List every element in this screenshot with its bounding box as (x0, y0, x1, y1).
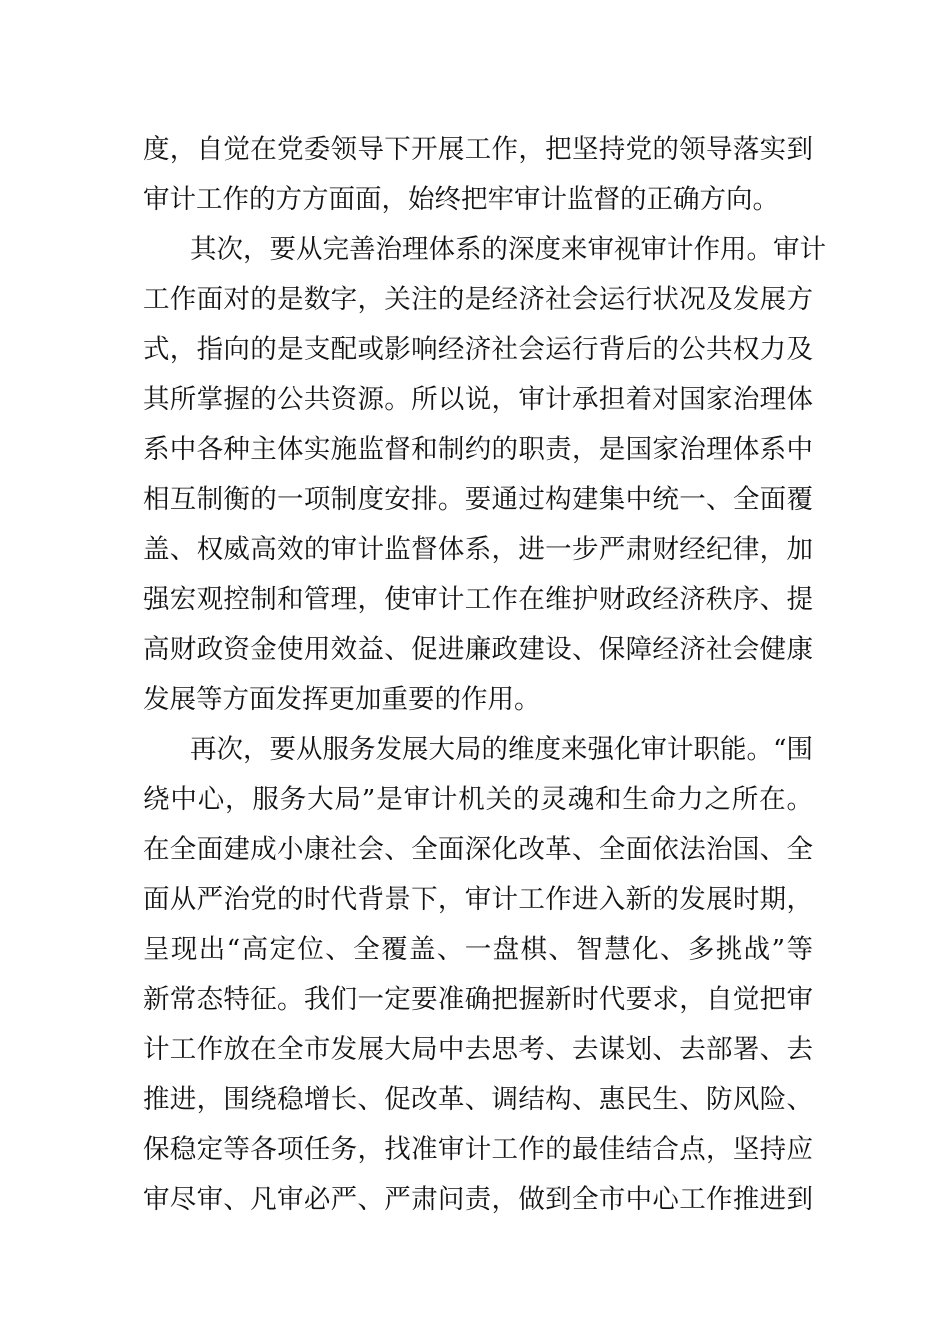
text-line: 面从严治党的时代背景下，审计工作进入新的发展时期， (143, 884, 813, 915)
paragraph-start-line: 其次，要从完善治理体系的深度来审视审计作用。审计 (190, 234, 826, 265)
text-line: 工作面对的是数字，关注的是经济社会运行状况及发展方 (143, 284, 813, 315)
text-line: 绕中心，服务大局”是审计机关的灵魂和生命力之所在。 (143, 784, 813, 815)
text-line: 盖、权威高效的审计监督体系，进一步严肃财经纪律，加 (143, 534, 813, 565)
text-line: 其所掌握的公共资源。所以说，审计承担着对国家治理体 (143, 384, 813, 415)
text-line: 系中各种主体实施监督和制约的职责，是国家治理体系中 (143, 434, 813, 465)
text-line: 新常态特征。我们一定要准确把握新时代要求，自觉把审 (143, 984, 813, 1015)
paragraph-start-line: 再次，要从服务发展大局的维度来强化审计职能。“围 (190, 734, 814, 765)
text-line: 保稳定等各项任务，找准审计工作的最佳结合点，坚持应 (143, 1134, 813, 1165)
text-line: 强宏观控制和管理，使审计工作在维护财政经济秩序、提 (143, 584, 813, 615)
text-line: 发展等方面发挥更加重要的作用。 (143, 684, 541, 715)
text-line: 审尽审、凡审必严、严肃问责，做到全市中心工作推进到 (143, 1184, 813, 1215)
text-line: 呈现出“高定位、全覆盖、一盘棋、智慧化、多挑战”等 (143, 934, 813, 965)
text-line: 相互制衡的一项制度安排。要通过构建集中统一、全面覆 (143, 484, 813, 515)
text-line: 高财政资金使用效益、促进廉政建设、保障经济社会健康 (143, 634, 813, 665)
text-line: 在全面建成小康社会、全面深化改革、全面依法治国、全 (143, 834, 813, 865)
text-line: 审计工作的方方面面，始终把牢审计监督的正确方向。 (143, 184, 779, 215)
text-line: 式，指向的是支配或影响经济社会运行背后的公共权力及 (143, 334, 813, 365)
text-line: 度，自觉在党委领导下开展工作，把坚持党的领导落实到 (143, 134, 813, 165)
text-line: 计工作放在全市发展大局中去思考、去谋划、去部署、去 (143, 1034, 813, 1065)
text-line: 推进，围绕稳增长、促改革、调结构、惠民生、防风险、 (143, 1084, 813, 1115)
